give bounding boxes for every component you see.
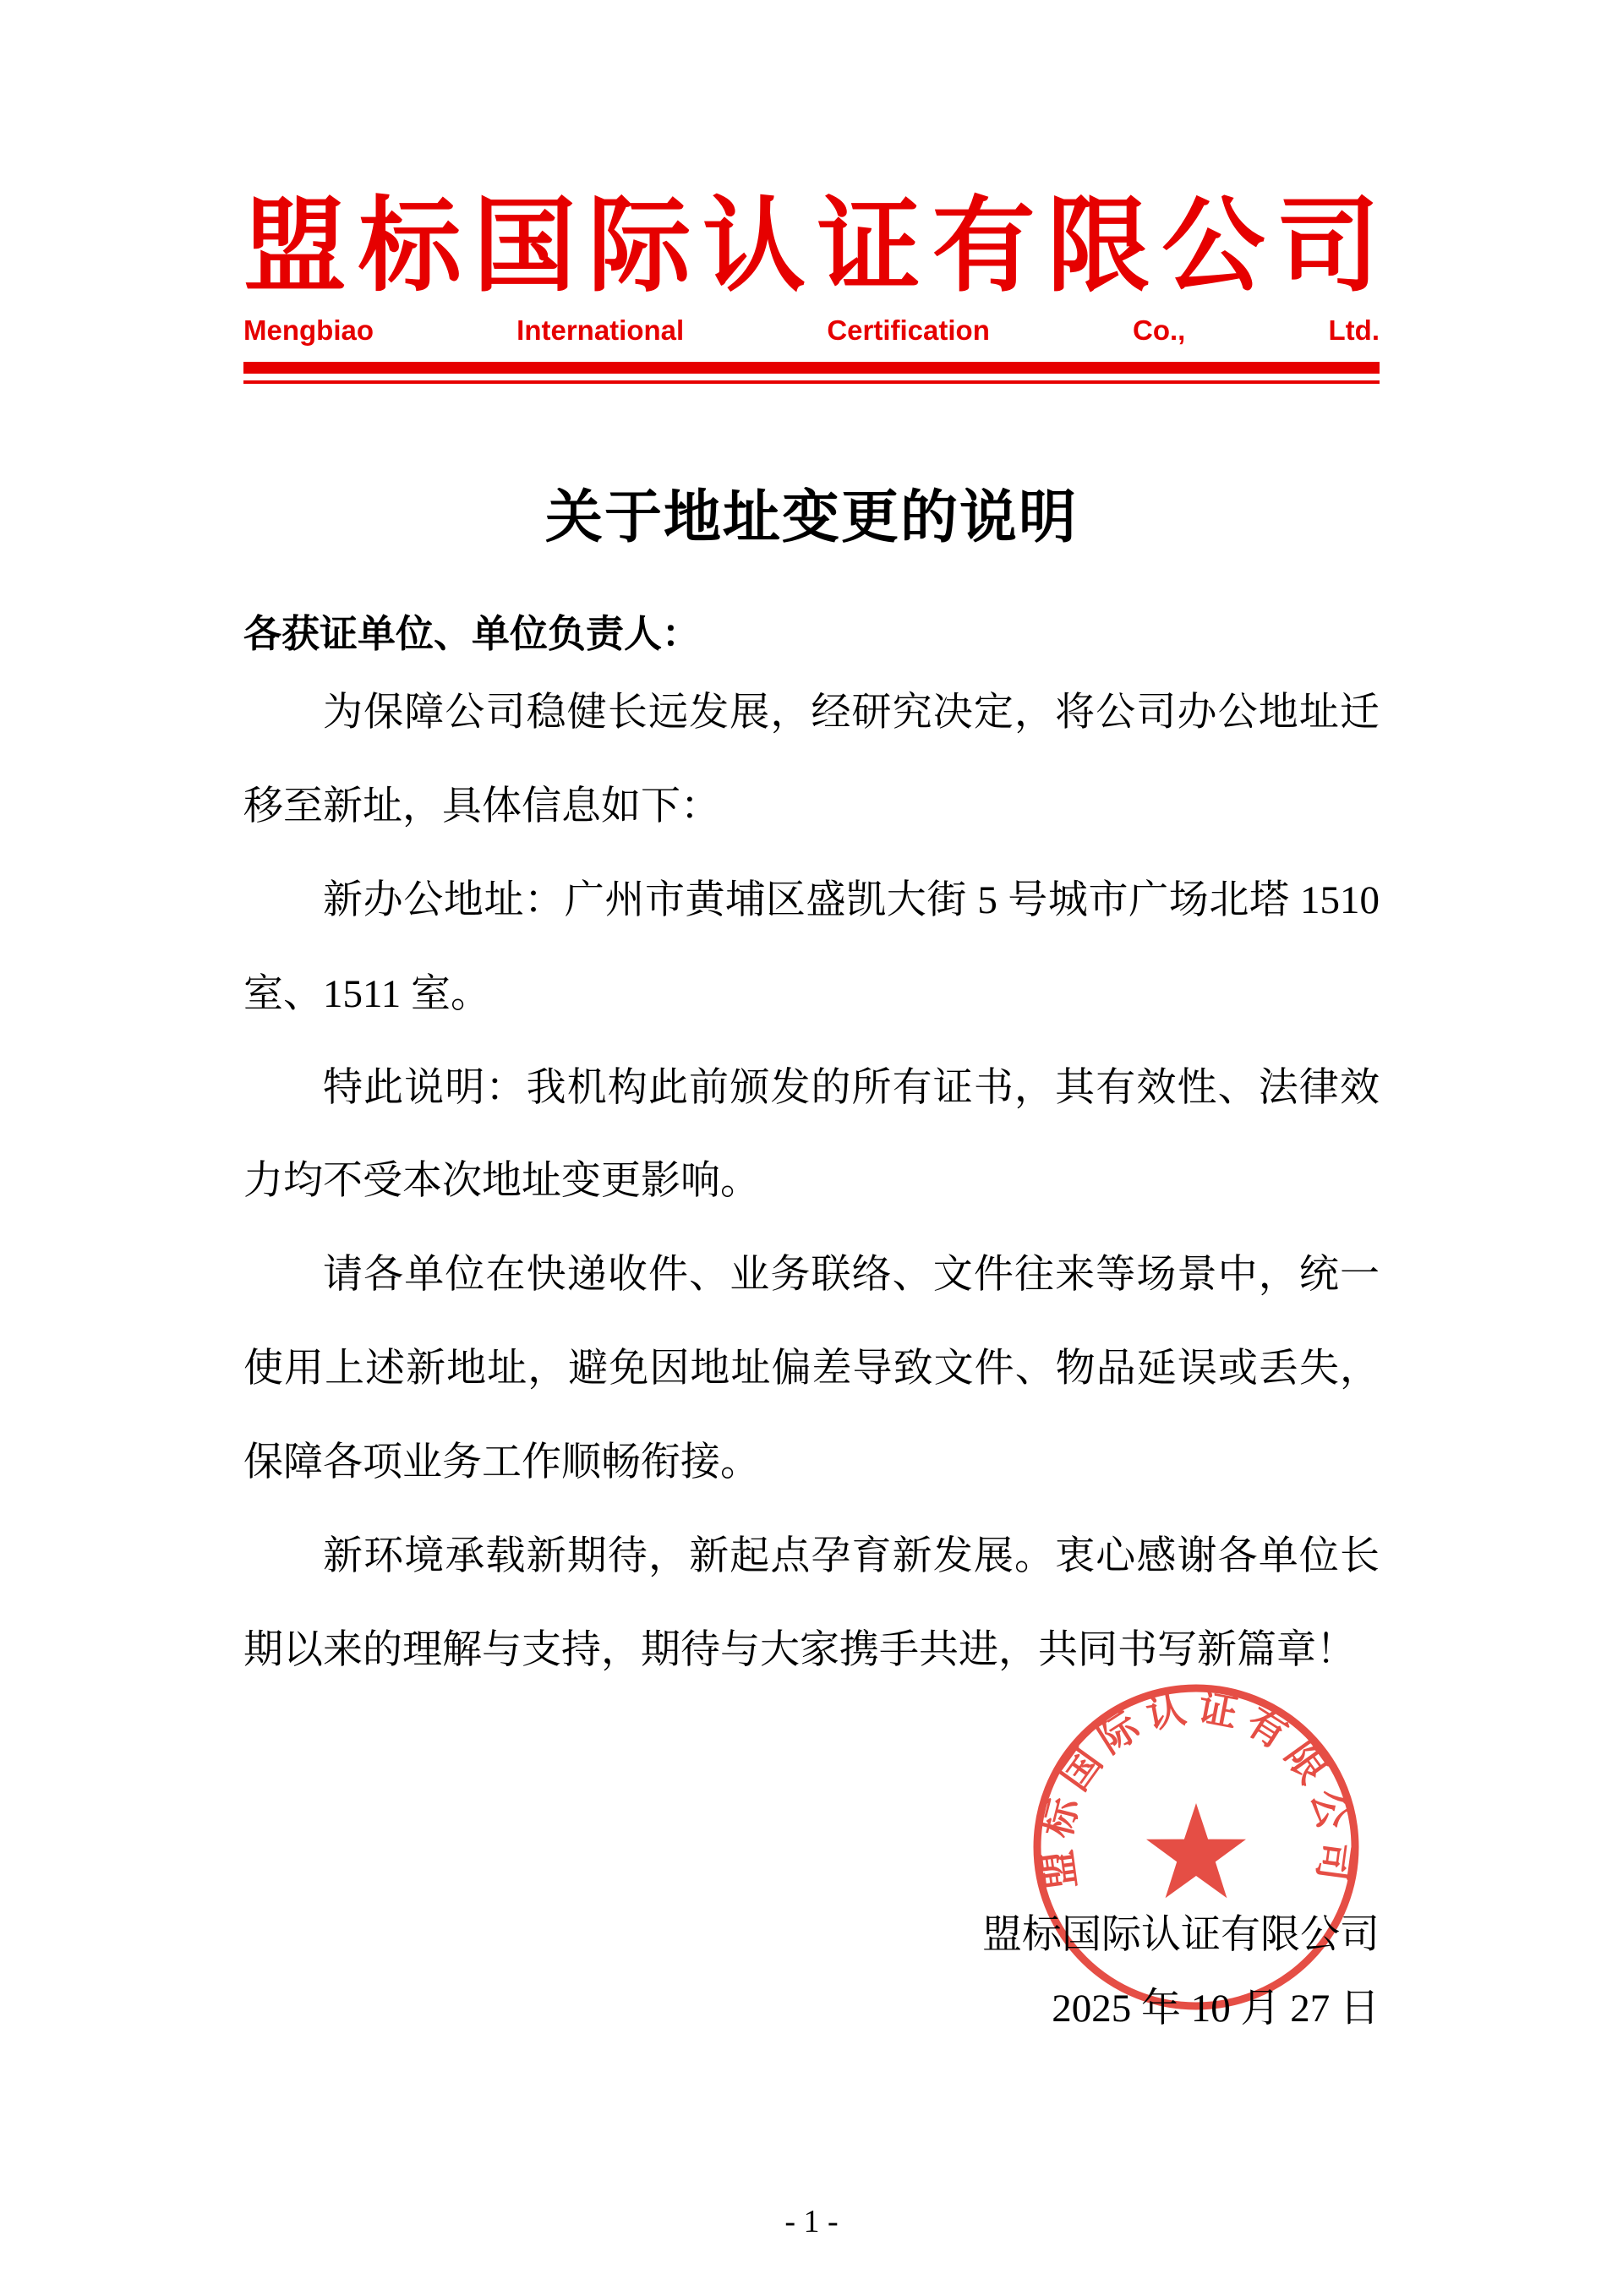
paragraph-intro: 为保障公司稳健长远发展，经研究决定，将公司办公地址迁移至新址，具体信息如下： — [243, 690, 1380, 828]
letterhead — [243, 186, 1380, 384]
seal-ring-label: 盟标国际认证有限公司 — [1033, 1685, 1359, 1892]
letterhead-rule-thick — [243, 362, 1380, 374]
company-name-chinese: 盟标国际认证有限公司 — [243, 189, 1380, 303]
salutation-line: 各获证单位、单位负责人： — [243, 612, 701, 655]
company-name-english: Mengbiao International Certification Co., Ltd. — [243, 314, 1380, 346]
signature-block — [243, 1899, 1380, 2046]
paragraph-certificates-validity: 特此说明：我机构此前颁发的所有证书，其有效性、法律效力均不受本次地址变更影响。 — [243, 1065, 1380, 1204]
letterhead-rule-thin — [243, 380, 1380, 384]
document-title: 关于地址变更的说明 — [544, 484, 1078, 549]
signature-company: 盟标国际认证有限公司 — [982, 1912, 1380, 1957]
paragraph-new-address: 新办公地址：广州市黄埔区盛凯大街 5 号城市广场北塔 1510 室、1511 室。 — [243, 877, 1380, 1016]
document-body — [243, 666, 1380, 1697]
page-number: - 1 - — [784, 2204, 839, 2239]
paragraph-closing: 新环境承载新期待，新起点孕育新发展。衷心感谢各单位长期以来的理解与支持，期待与大家携手共进，共同书写新篇章！ — [243, 1534, 1380, 1673]
signature-date: 2025 年 10 月 27 日 — [1052, 1986, 1380, 2031]
paragraph-usage-notice: 请各单位在快递收件、业务联络、文件往来等场景中，统一使用上述新地址，避免因地址偏差导致文件、物品延误或丢失，保障各项业务工作顺畅衔接。 — [243, 1253, 1380, 1485]
